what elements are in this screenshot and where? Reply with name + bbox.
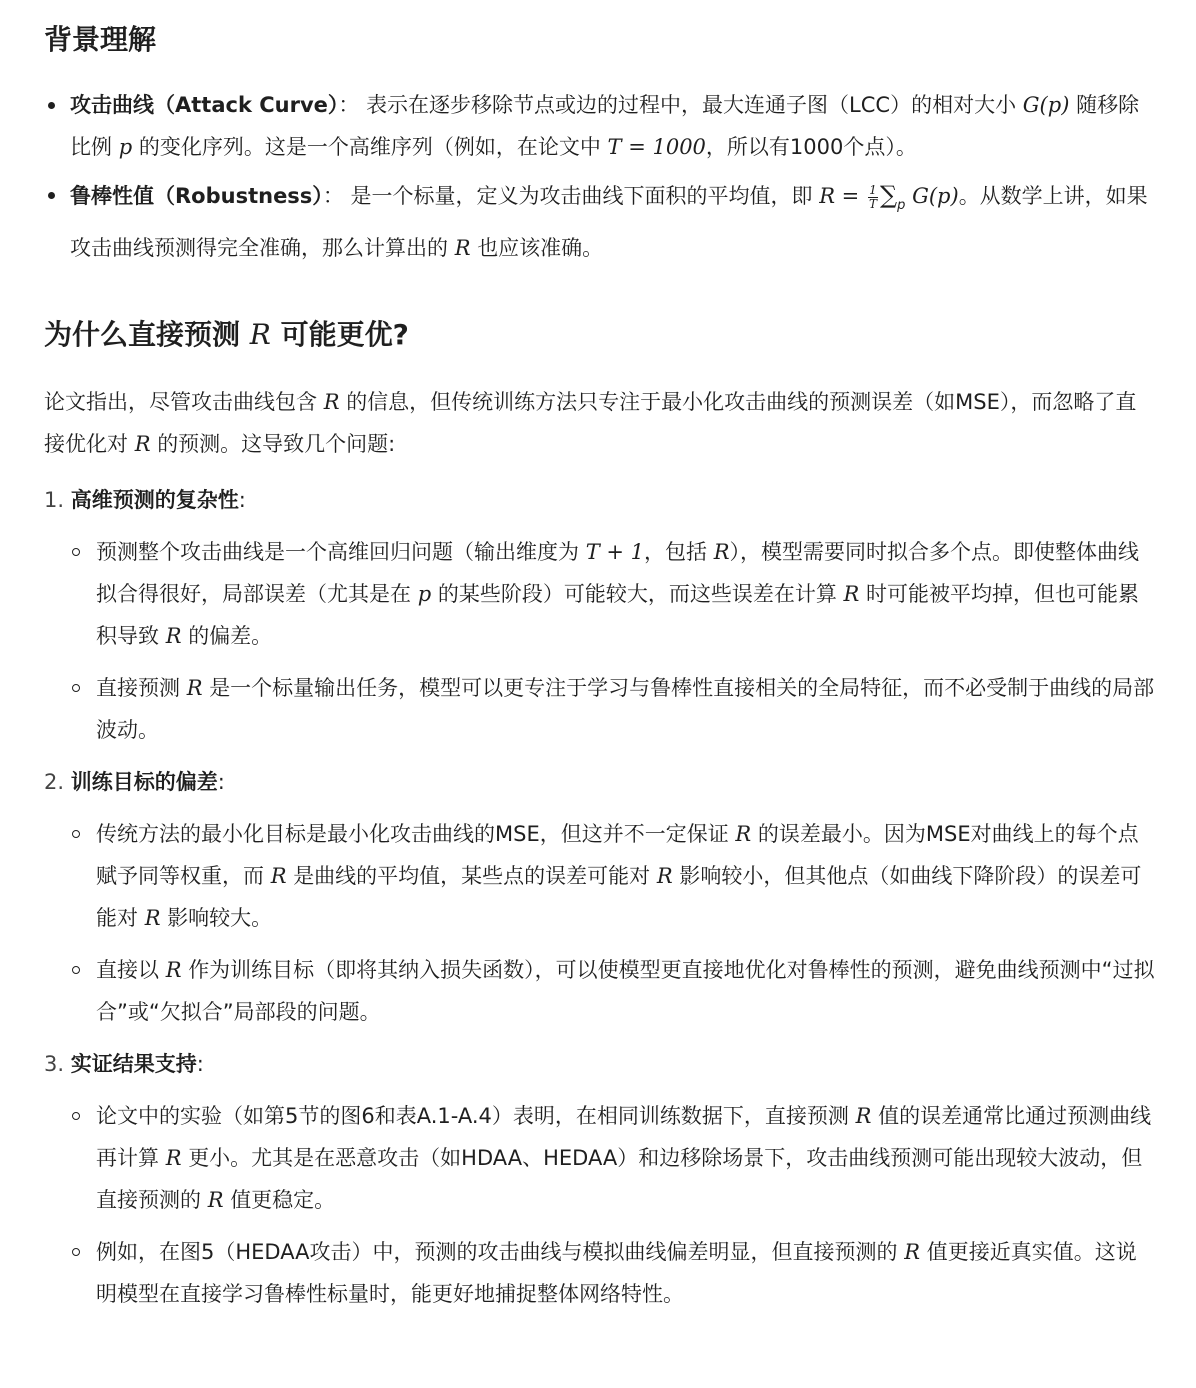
math-r-eq: R =	[819, 184, 860, 208]
list-item: 3. 实证结果支持: 论文中的实验（如第5节的图6和表A.1-A.4）表明，在相同训练数据下，直接预测 R 值的误差通常比通过预测曲线再计算 R 更小。尤其是在恶意攻击（如HDAA、HEDAA）和边移除场景下，攻击曲线预测可能出现较大波动，但直接预测的 R 值更稳定。 例如，在图5（HEDAA攻击）中，预测的攻击曲线与模拟曲线偏差明显，但直接预测的 R 值更接近真实值。这说明模型在直接学习鲁棒性标量时，能更好地捕捉整体网络特性。	[44, 1043, 1156, 1315]
sum-symbol: ∑	[879, 181, 898, 209]
term-attack-curve: 攻击曲线（Attack Curve）	[70, 93, 339, 117]
math-p: p	[118, 135, 133, 159]
list-item: 直接预测 R 是一个标量输出任务，模型可以更专注于学习与鲁棒性直接相关的全局特征，而不必受制于曲线的局部波动。	[96, 667, 1156, 751]
math-g: G(p)	[912, 184, 959, 208]
term-robustness: 鲁棒性值（Robustness）	[70, 184, 323, 208]
list-item: 例如，在图5（HEDAA攻击）中，预测的攻击曲线与模拟曲线偏差明显，但直接预测的 R 值更接近真实值。这说明模型在直接学习鲁棒性标量时，能更好地捕捉整体网络特性。	[96, 1231, 1156, 1315]
bullet-attack-curve: 攻击曲线（Attack Curve）： 表示在逐步移除节点或边的过程中，最大连通子图（LCC）的相对大小 G(p) 随移除比例 p 的变化序列。这是一个高维序列（例如，在论文中 T = 1000，所以有1000个点）。	[70, 84, 1156, 168]
math-gp: G(p)	[1022, 93, 1070, 117]
list-item: 传统方法的最小化目标是最小化攻击曲线的MSE，但这并不一定保证 R 的误差最小。因为MSE对曲线上的每个点赋予同等权重，而 R 是曲线的平均值，某些点的误差可能对 R 影响较小，但其他点（如曲线下降阶段）的误差可能对 R 影响较大。	[96, 813, 1156, 939]
fraction: $\frac{1}{T}$	[868, 182, 877, 211]
heading-why: 为什么直接预测 R 可能更优?	[44, 318, 409, 351]
math-t: T = 1000	[607, 135, 706, 159]
background-list	[44, 84, 1156, 269]
list-item: 1. 高维预测的复杂性: 预测整个攻击曲线是一个高维回归问题（输出维度为 T + 1，包括 R），模型需要同时拟合多个点。即使整体曲线拟合得很好，局部误差（尤其是在 p 的某些阶段）可能较大，而这些误差在计算 R 时可能被平均掉，但也可能累积导致 R 的偏差。 直接预测 R 是一个标量输出任务，模型可以更专注于学习与鲁棒性直接相关的全局特征，而不必受制于曲线的局部波动。	[44, 479, 1156, 751]
list-item: 2. 训练目标的偏差: 传统方法的最小化目标是最小化攻击曲线的MSE，但这并不一定保证 R 的误差最小。因为MSE对曲线上的每个点赋予同等权重，而 R 是曲线的平均值，某些点的误差可能对 R 影响较小，但其他点（如曲线下降阶段）的误差可能对 R 影响较大。 直接以 R 作为训练目标（即将其纳入损失函数），可以使模型更直接地优化对鲁棒性的预测，避免曲线预测中“过拟合”或“欠拟合”局部段的问题。	[44, 761, 1156, 1033]
reasons-list	[44, 479, 1156, 1315]
heading-background: 背景理解	[44, 23, 157, 56]
list-item: 直接以 R 作为训练目标（即将其纳入损失函数），可以使模型更直接地优化对鲁棒性的预测，避免曲线预测中“过拟合”或“欠拟合”局部段的问题。	[96, 949, 1156, 1033]
bullet-robustness: 鲁棒性值（Robustness）： 是一个标量，定义为攻击曲线下面积的平均值，即 R = $\frac{1}{T}$ $\sum_p$ G(p)。从数学上讲，如果攻击曲线预测得完全准确，那么计算出的 R 也应该准确。	[70, 174, 1156, 269]
list-item: 论文中的实验（如第5节的图6和表A.1-A.4）表明，在相同训练数据下，直接预测 R 值的误差通常比通过预测曲线再计算 R 更小。尤其是在恶意攻击（如HDAA、HEDAA）和边移除场景下，攻击曲线预测可能出现较大波动，但直接预测的 R 值更稳定。	[96, 1095, 1156, 1221]
text: 表示在逐步移除节点或边的过程中，最大连通子图（LCC）的相对大小	[366, 93, 1017, 117]
list-item: 预测整个攻击曲线是一个高维回归问题（输出维度为 T + 1，包括 R），模型需要同时拟合多个点。即使整体曲线拟合得很好，局部误差（尤其是在 p 的某些阶段）可能较大，而这些误差在计算 R 时可能被平均掉，但也可能累积导致 R 的偏差。	[96, 531, 1156, 657]
intro-paragraph: 论文指出，尽管攻击曲线包含 R 的信息，但传统训练方法只专注于最小化攻击曲线的预测误差（如MSE），而忽略了直接优化对 R 的预测。这导致几个问题:	[44, 390, 1137, 456]
